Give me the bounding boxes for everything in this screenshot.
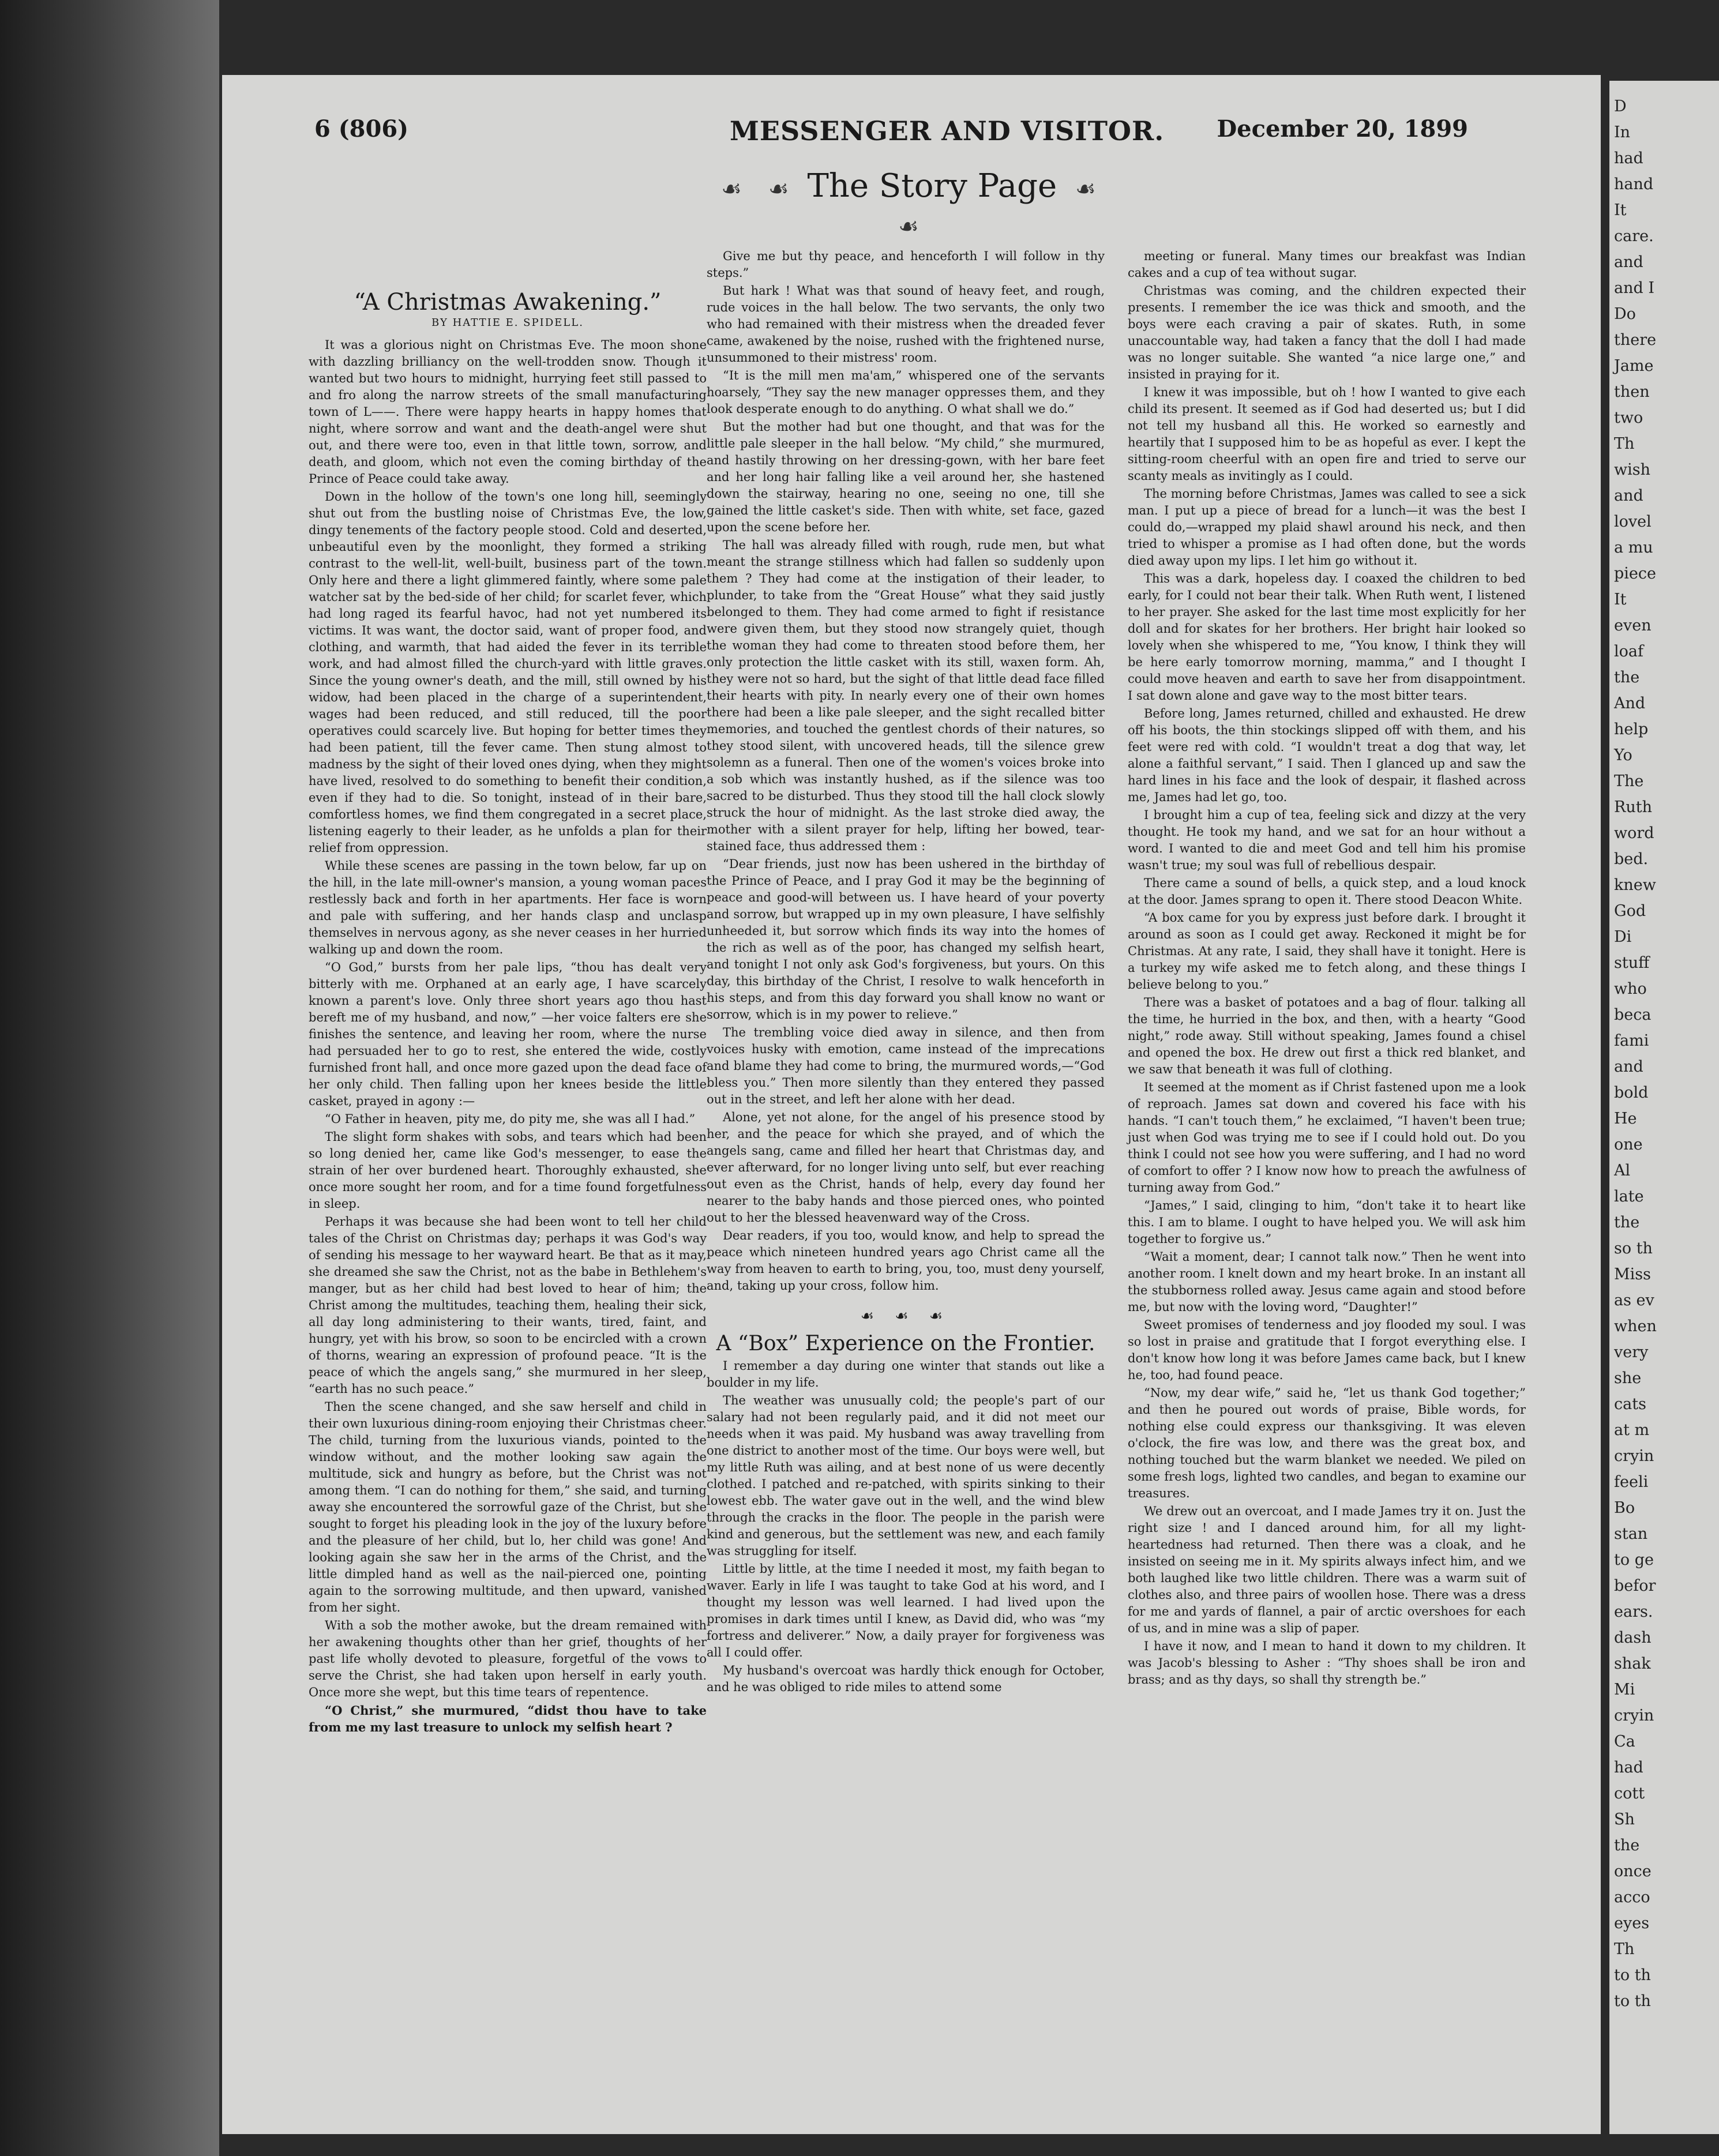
story-paragraph: “O Christ,” she murmured, “didst thou have to take from me my last treasure to unlock my selfish heart ? <box>309 1703 707 1734</box>
story-paragraph: Before long, James returned, chilled and exhausted. He drew off his boots, the thin stockings slipped off with them, and his feet were red with cold. “I wouldn't treat a dog that way, let alone a faithful servant,” I said. Then I glanced up and saw the hard lines in his face and the look of despair, it flashed across me, James had let go, too. <box>1128 707 1526 804</box>
adjacent-page-fragment: a mu <box>1614 539 1653 557</box>
story-paragraph: Little by little, at the time I needed it most, my faith began to waver. Early in life I was taught to take God at his word, and I thought my lesson was well learned. I had lived upon the promises in dark times until I knew, as David did, who was “my fortress and deliverer.” Now, a daily prayer for forgiveness was all I could offer. <box>707 1562 1105 1659</box>
adjacent-page-fragment: Jame <box>1614 357 1654 375</box>
adjacent-page-fragment: He <box>1614 1110 1637 1128</box>
adjacent-page-fragment: cats <box>1614 1395 1646 1413</box>
adjacent-page-fragment: And <box>1614 694 1646 712</box>
adjacent-page-fragment: at m <box>1614 1421 1650 1439</box>
adjacent-page-fragment: cryin <box>1614 1447 1654 1465</box>
adjacent-page-fragment: cryin <box>1614 1707 1654 1725</box>
adjacent-page-fragment: knew <box>1614 876 1656 894</box>
section-banner <box>707 167 1110 240</box>
adjacent-page-fragment: Do <box>1614 305 1636 323</box>
issue-date: December 20, 1899 <box>1217 115 1468 142</box>
story-paragraph: “Wait a moment, dear; I cannot talk now.” Then he went into another room. I knelt down and my heart broke. In an instant all the stubborness rolled away. Jesus came again and stood before me, but now with the loving word, “Daughter!” <box>1128 1250 1526 1314</box>
story-paragraph: The weather was unusually cold; the people's part of our salary had not been regularly paid, and it did not meet our needs when it was paid. My husband was away travelling from one district to another most of the time. Our boys were well, but my little Ruth was ailing, and at best none of us were decently clothed. I patched and re-patched, with spirits sinking to their lowest ebb. The water gave out in the well, and the wind blew through the cracks in the floor. The people in the parish were kind and generous, but the settlement was new, and each family was struggling for itself. <box>707 1393 1105 1558</box>
adjacent-page-fragment: to th <box>1614 1966 1651 1984</box>
adjacent-page-fragment: one <box>1614 1136 1643 1154</box>
section-title: The Story Page <box>807 167 1057 205</box>
story-paragraph: With a sob the mother awoke, but the dream remained with her awakening thoughts other than her grief, thoughts of her past life wholly devoted to pleasure, forgetful of the vows to serve the Christ, she had taken upon herself in early youth. Once more she wept, but this time tears of repentence. <box>309 1618 707 1699</box>
adjacent-page-fragment: wish <box>1614 461 1650 479</box>
adjacent-page-fragment: who <box>1614 980 1647 998</box>
adjacent-page-fragment: fami <box>1614 1032 1649 1050</box>
adjacent-page-fragment: care. <box>1614 227 1654 245</box>
adjacent-page-fragment: shak <box>1614 1655 1651 1673</box>
story-paragraph: There came a sound of bells, a quick step, and a loud knock at the door. James sprang to open it. There stood Deacon White. <box>1128 876 1526 907</box>
adjacent-page-fragment: as ev <box>1614 1291 1654 1309</box>
adjacent-page-fragment: ears. <box>1614 1603 1653 1621</box>
adjacent-page-fragment: to ge <box>1614 1551 1654 1569</box>
story-paragraph: We drew out an overcoat, and I made James try it on. Just the right size ! and I danced around him, for all my light-heartedness had returned. Then there was a cloak, and he insisted on seeing me in it. My spirits always infect him, and we both laughed like two little children. There was a warm suit of clothes also, and three pairs of woollen hose. There was a dress for me and yards of flannel, a pair of arctic overshoes for each of us, and in mine was a slip of paper. <box>1128 1504 1526 1635</box>
story-paragraph: meeting or funeral. Many times our breakfast was Indian cakes and a cup of tea without sugar. <box>1128 249 1526 280</box>
adjacent-page-fragment: Di <box>1614 928 1632 946</box>
story-paragraph: “A box came for you by express just before dark. I brought it around as soon as I could get away. Reckoned it might be for Christmas. At any rate, I said, they shall have it tonight. Here is a turkey my wife asked me to fetch along, and these things I believe belong to you.” <box>1128 911 1526 991</box>
story-paragraph: But hark ! What was that sound of heavy feet, and rough, rude voices in the hall below. The two servants, the only two who had remained with their mistress when the dreaded fever came, awakened by the noise, rushed with the frightened nurse, unsummoned to their mistress' room. <box>707 284 1105 365</box>
adjacent-page-fragment: God <box>1614 902 1646 920</box>
adjacent-page-fragment: Al <box>1614 1162 1631 1180</box>
adjacent-page-fragment: word <box>1614 824 1654 842</box>
story-byline: BY HATTIE E. SPIDELL. <box>431 317 584 329</box>
story-title: A “Box” Experience on the Frontier. <box>716 1332 1095 1355</box>
adjacent-page-fragment: had <box>1614 149 1643 167</box>
story-paragraph: The slight form shakes with sobs, and tears which had been so long denied her, came like God's messenger, to ease the strain of her over burdened heart. Thoroughly exhausted, she once more sought her room, and for a time found forgetfulness in sleep. <box>309 1130 707 1211</box>
adjacent-page-fragment: It <box>1614 201 1627 219</box>
page-header <box>222 115 1601 156</box>
story-paragraph: Perhaps it was because she had been wont to tell her child tales of the Christ on Christmas day; perhaps it was God's way of sending his message to her wayward heart. Be that as it may, she dreamed she saw the Christ, not as the babe in Bethlehem's manger, but as her child had best loved to hear of him; the Christ among the multitudes, teaching them, healing their sick, all day long administering to their wants, tired, faint, and hungry, yet with his brow, so soon to be encircled with a crown of thorns, wearing an expression of profound peace. “It is the peace of which the angels sang,” she murmured in her sleep, “earth has no such peace.” <box>309 1215 707 1396</box>
column-2 <box>707 248 1105 1697</box>
adjacent-page-fragment: Ruth <box>1614 798 1652 816</box>
story-paragraph: It seemed at the moment as if Christ fastened upon me a look of reproach. James sat down and covered his face with his hands. “I can't touch them,” he exclaimed, “I haven't been true; just when God was trying me to see if I could hold out. Do you think I could not see how you were suffering, and I had no word of comfort to offer ? I know now how to preach the awfulness of turning away from God.” <box>1128 1080 1526 1195</box>
leaf-ornament-icon: ☙ <box>898 213 919 240</box>
story-paragraph: “Now, my dear wife,” said he, “let us thank God together;” and then he poured out words of praise, Bible words, for nothing else could express our thanksgiving. It was eleven o'clock, the fire was low, and there was the great box, and nothing touched but the warm blanket we needed. We piled on some fresh logs, lighted two candles, and began to examine our treasures. <box>1128 1386 1526 1500</box>
adjacent-page-fragment: and <box>1614 487 1643 505</box>
adjacent-page-fragment: once <box>1614 1862 1652 1880</box>
adjacent-page-fragment: Yo <box>1614 746 1632 764</box>
section-separator: ☙ ☙ ☙ <box>860 1308 951 1325</box>
adjacent-page-fragment: Ca <box>1614 1733 1635 1751</box>
story-paragraph: There was a basket of potatoes and a bag of flour. talking all the time, he hurried in the box, and then, with a hearty “Good night,” rode away. Still without speaking, James found a chisel and opened the box. He drew out first a thick red blanket, and we saw that beneath it was full of clothing. <box>1128 996 1526 1076</box>
story-body <box>309 337 707 1701</box>
story-body <box>707 248 1105 1294</box>
adjacent-page-fragment: the <box>1614 1214 1640 1231</box>
story-body <box>707 1358 1105 1696</box>
adjacent-page-edge <box>1609 81 1719 2134</box>
adjacent-page-fragment: piece <box>1614 565 1656 583</box>
adjacent-page-fragment: she <box>1614 1369 1642 1387</box>
story-paragraph: “Dear friends, just now has been ushered in the birthday of the Prince of Peace, and I pray God it may be the beginning of peace and good-will between us. I have heard of your poverty and sorrow, but wrapped up in my own pleasure, I have selfishly unheeded it, but sorrow which finds its way into the homes of the rich as well as of the poor, has changed my selfish heart, and tonight I not only ask God's forgiveness, but yours. On this day, this birthday of the Christ, I resolve to walk henceforth in his steps, and from this day forward you shall know no want or sorrow, which is in my power to relieve.” <box>707 857 1105 1021</box>
story-paragraph: The morning before Christmas, James was called to see a sick man. I put up a piece of bread for a lunch—it was the best I could do,—wrapped my plaid shawl around his neck, and then tried to whisper a promise as I had often done, but the words died away upon my lips. I let him go without it. <box>1128 487 1526 568</box>
adjacent-page-fragment: and <box>1614 1058 1643 1076</box>
adjacent-page-fragment: had <box>1614 1759 1643 1776</box>
adjacent-page-fragment: the <box>1614 668 1640 686</box>
story-paragraph: But the mother had but one thought, and that was for the little pale sleeper in the hall below. “My child,” she murmured, and hastily throwing on her dressing-gown, with her bare feet and her long hair falling like a veil around her, she hastened down the stairway, hearing no one, seeing no one, till she gained the little casket's side. Then with white, set face, gazed upon the scene before her. <box>707 420 1105 534</box>
leaf-ornament-icon: ☙ <box>1075 176 1096 202</box>
story-paragraph: I have it now, and I mean to hand it down to my children. It was Jacob's blessing to Asher : “Thy shoes shall be iron and brass; and as thy days, so shall thy strength be.” <box>1128 1639 1526 1687</box>
adjacent-page-fragment: then <box>1614 383 1650 401</box>
adjacent-page-fragment: Bo <box>1614 1499 1635 1517</box>
adjacent-page-fragment: Mi <box>1614 1681 1635 1699</box>
adjacent-page-fragment: hand <box>1614 175 1654 193</box>
adjacent-page-fragment: late <box>1614 1188 1644 1205</box>
story-paragraph: My husband's overcoat was hardly thick enough for October, and he was obliged to ride miles to attend some <box>707 1663 1105 1694</box>
story-paragraph: “O Father in heaven, pity me, do pity me, she was all I had.” <box>325 1112 696 1126</box>
newspaper-title: MESSENGER AND VISITOR. <box>730 115 1165 147</box>
story-paragraph: It was a glorious night on Christmas Eve. The moon shone with dazzling brilliancy on the well-trodden snow. Though it wanted but two hours to midnight, hurrying feet still passed to and fro along the narrow streets of the small manufacturing town of L——. There were happy hearts in happy homes that night, where sorrow and want and the death-angel were shut out, and there were too, even in that little town, sorrow, and death, and gloom, which not even the coming birthday of the Prince of Peace could take away. <box>309 338 707 486</box>
newspaper-page <box>222 75 1601 2134</box>
story-paragraph: Dear readers, if you too, would know, and help to spread the peace which nineteen hundred years ago Christ came all the way from heaven to earth to bring, you, too, must deny yourself, and, taking up your cross, follow him. <box>707 1229 1105 1293</box>
adjacent-page-fragment: bed. <box>1614 850 1649 868</box>
adjacent-page-fragment: D <box>1614 97 1627 115</box>
leaf-ornament-icon: ☙ <box>721 176 742 202</box>
adjacent-page-fragment: eyes <box>1614 1914 1650 1932</box>
adjacent-page-fragment: cott <box>1614 1785 1645 1802</box>
adjacent-page-fragment: dash <box>1614 1629 1652 1647</box>
story-paragraph: The trembling voice died away in silence, and then from voices husky with emotion, came instead of the imprecations and blame they had come to bring, the murmured words,—“God bless you.” Then more silently than they entered they passed out in the street, and left her alone with her dead. <box>707 1026 1105 1106</box>
adjacent-page-fragment: and <box>1614 253 1643 271</box>
story-paragraph: Alone, yet not alone, for the angel of his presence stood by her, and the peace for which she prayed, and of which the angels sang, came and filled her heart that Christmas day, and ever afterward, for no longer living unto self, but ever reaching out even as the Christ, hands of help, every day found her nearer to the baby hands and those pierced ones, who pointed out to her the blessed heavenward way of the Cross. <box>707 1110 1105 1225</box>
adjacent-page-fragment: to th <box>1614 1992 1651 2010</box>
adjacent-page-fragment: feeli <box>1614 1473 1649 1491</box>
story-paragraph: The hall was already filled with rough, rude men, but what meant the strange stillness which had fallen so suddenly upon them ? They had come at the instigation of their leader, to plunder, to take from the “Great House” what they said justly belonged to them. They had come armed to fight if resistance were given them, but they stood now strangely quiet, though the woman they had come to threaten stood before them, her only protection the little casket with its still, waxen form. Ah, they were not so hard, but the sight of that little dead face filled their hearts with pity. In nearly every one of their own homes there had been a like pale sleeper, and the sight recalled bitter memories, and touched the gentlest chords of their natures, so they stood silent, with uncovered heads, till the silence grew solemn as a funeral. Then one of the women's voices broke into a sob which was instantly hushed, as if the silence was too sacred to be disturbed. Thus they stood till the hall clock slowly struck the hour of midnight. As the last stroke died away, the mother with a silent prayer for help, lifting her bowed, tear-stained face, thus addressed them : <box>707 538 1105 853</box>
story-body <box>1128 248 1526 1688</box>
adjacent-page-fragment: help <box>1614 720 1649 738</box>
adjacent-page-fragment: and I <box>1614 279 1655 297</box>
story-paragraph: Then the scene changed, and she saw herself and child in their own luxurious dining-room enjoying their Christmas cheer. The child, turning from the luxurious viands, pointed to the window without, and the mother looking saw again the multitude, sick and hungry as before, but the Christ was not among them. “I can do nothing for them,” she said, and turning away she encountered the sorrowful gaze of the Christ, but she sought to forget his pleading look in the joy of the luxury before and the pleasure of her child, but lo, her child was gone! And looking again she saw her in the arms of the Christ, and the little dimpled hand as well as the nail-pierced one, pointing again to the sorrowing multitude, and then upward, vanished from her sight. <box>309 1400 707 1614</box>
adjacent-page-fragment: The <box>1614 772 1644 790</box>
story-title: “A Christmas Awakening.” <box>354 289 662 315</box>
page-number: 6 (806) <box>314 115 409 142</box>
adjacent-page-fragment: stan <box>1614 1525 1648 1543</box>
story-paragraph: “James,” I said, clinging to him, “don't take it to heart like this. I am to blame. I ought to have helped you. We will ask him together to forgive us.” <box>1128 1199 1526 1246</box>
adjacent-page-fragment: befor <box>1614 1577 1656 1595</box>
adjacent-page-fragment: when <box>1614 1317 1657 1335</box>
story-paragraph: This was a dark, hopeless day. I coaxed the children to bed early, for I could not bear their talk. When Ruth went, I listened to her prayer. She asked for the last time most explicitly for her doll and for skates for her brothers. Her bright hair looked so lovely when she whispered to me, “You know, I think they will be here early tomorrow morning, mamma,” and I thought I could move heaven and earth to save her from disappointment. I sat down alone and gave way to the most bitter tears. <box>1128 572 1526 703</box>
story-paragraph: Give me but thy peace, and henceforth I will follow in thy steps.” <box>707 249 1105 280</box>
story-paragraph: Sweet promises of tenderness and joy flooded my soul. I was so lost in praise and gratitude that I forgot everything else. I don't know how long it was before James came back, but I knew he, too, had found peace. <box>1128 1318 1526 1382</box>
adjacent-page-fragment: stuff <box>1614 954 1650 972</box>
story-paragraph: I brought him a cup of tea, feeling sick and dizzy at the very thought. He took my hand, and we sat for an hour without a word. I wanted to die and meet God and tell him his promise wasn't true; my soul was full of rebellious despair. <box>1128 808 1526 872</box>
leaf-ornament-icon: ☙ <box>768 176 789 202</box>
story-paragraph: I knew it was impossible, but oh ! how I wanted to give each child its present. It seemed as if God had deserted us; but I did not tell my husband all this. He worked so earnestly and heartily that I supposed him to be as hopeful as ever. I kept the sitting-room cheerful with an open fire and tried to serve our scanty meals as invitingly as I could. <box>1128 385 1526 483</box>
adjacent-page-fragment: It <box>1614 591 1627 609</box>
column-1 <box>309 248 707 1737</box>
adjacent-page-fragment: Sh <box>1614 1811 1635 1828</box>
adjacent-page-fragment: even <box>1614 617 1652 634</box>
story-paragraph: Christmas was coming, and the children expected their presents. I remember the ice was thick and smooth, and the boys were each craving a pair of skates. Ruth, in some unaccountable way, had taken a fancy that the doll I had made was no longer suitable. She wanted “a nice large one,” and insisted in praying for it. <box>1128 284 1526 381</box>
story-paragraph: “O God,” bursts from her pale lips, “thou has dealt very bitterly with me. Orphaned at an early age, I have scarcely known a parent's love. Only three short years ago thou hast bereft me of my husband, and now,” —her voice falters ere she finishes the sentence, and leaving her room, where the nurse had persuaded her to go to rest, she entered the wide, costly furnished front hall, and once more gazed upon the dead face of her only child. Then falling upon her knees beside the little casket, prayed in agony :— <box>309 960 707 1108</box>
adjacent-page-fragment: Th <box>1614 435 1635 453</box>
adjacent-page-fragment: very <box>1614 1343 1649 1361</box>
story-paragraph: Down in the hollow of the town's one long hill, seemingly shut out from the bustling noise of Christmas Eve, the low, dingy tenements of the factory people stood. Cold and deserted, unbeautiful even by the moonlight, they formed a striking contrast to the well-lit, well-built, business part of the town. Only here and there a light glimmered faintly, where some pale watcher sat by the bed-side of her child; for scarlet fever, which had long raged its fearful havoc, had not yet numbered its victims. It was want, the doctor said, want of proper food, and clothing, and warmth, that had aided the fever in its terrible work, and had almost filled the church-yard with little graves. Since the young owner's death, and the mill, still owned by his widow, had been placed in the charge of a superintendent, wages had been reduced, and still reduced, till the poor operatives could scarcely live. But hoping for better times they had been patient, till the fever came. Then stung almost to madness by the sight of their loved ones dying, when they might have lived, resolved to do something to benefit their condition, even if they had to die. So tonight, instead of in their bare, comfortless homes, we find them congregated in a secret place, listening eagerly to their leader, as he unfolds a plan for their relief from oppression. <box>309 490 707 855</box>
adjacent-page-fragment: Miss <box>1614 1265 1651 1283</box>
story-paragraph: While these scenes are passing in the town below, far up on the hill, in the late mill-owner's mansion, a young woman paces restlessly back and forth in her apartments. Her face is worn and pale with suffering, and her hands clasp and unclasp themselves in nervous agony, as she never ceases in her hurried walking up and down the room. <box>309 859 707 956</box>
column-3 <box>1128 248 1526 1689</box>
adjacent-page-fragment: so th <box>1614 1239 1653 1257</box>
adjacent-page-fragment: Th <box>1614 1940 1635 1958</box>
adjacent-page-fragment: beca <box>1614 1006 1652 1024</box>
adjacent-page-fragment: bold <box>1614 1084 1649 1102</box>
adjacent-page-fragment: there <box>1614 331 1657 349</box>
adjacent-page-fragment: the <box>1614 1836 1640 1854</box>
adjacent-page-fragment: acco <box>1614 1888 1650 1906</box>
story-paragraph: I remember a day during one winter that stands out like a boulder in my life. <box>707 1359 1105 1389</box>
book-binding <box>0 0 219 2156</box>
adjacent-page-fragment: two <box>1614 409 1643 427</box>
adjacent-page-fragment: lovel <box>1614 513 1652 531</box>
adjacent-page-fragment: In <box>1614 123 1631 141</box>
story-paragraph: “It is the mill men ma'am,” whispered one of the servants hoarsely, “They say the new manager oppresses them, and they look desperate enough to do anything. O what shall we do.” <box>707 369 1105 416</box>
adjacent-page-fragment: loaf <box>1614 643 1643 660</box>
